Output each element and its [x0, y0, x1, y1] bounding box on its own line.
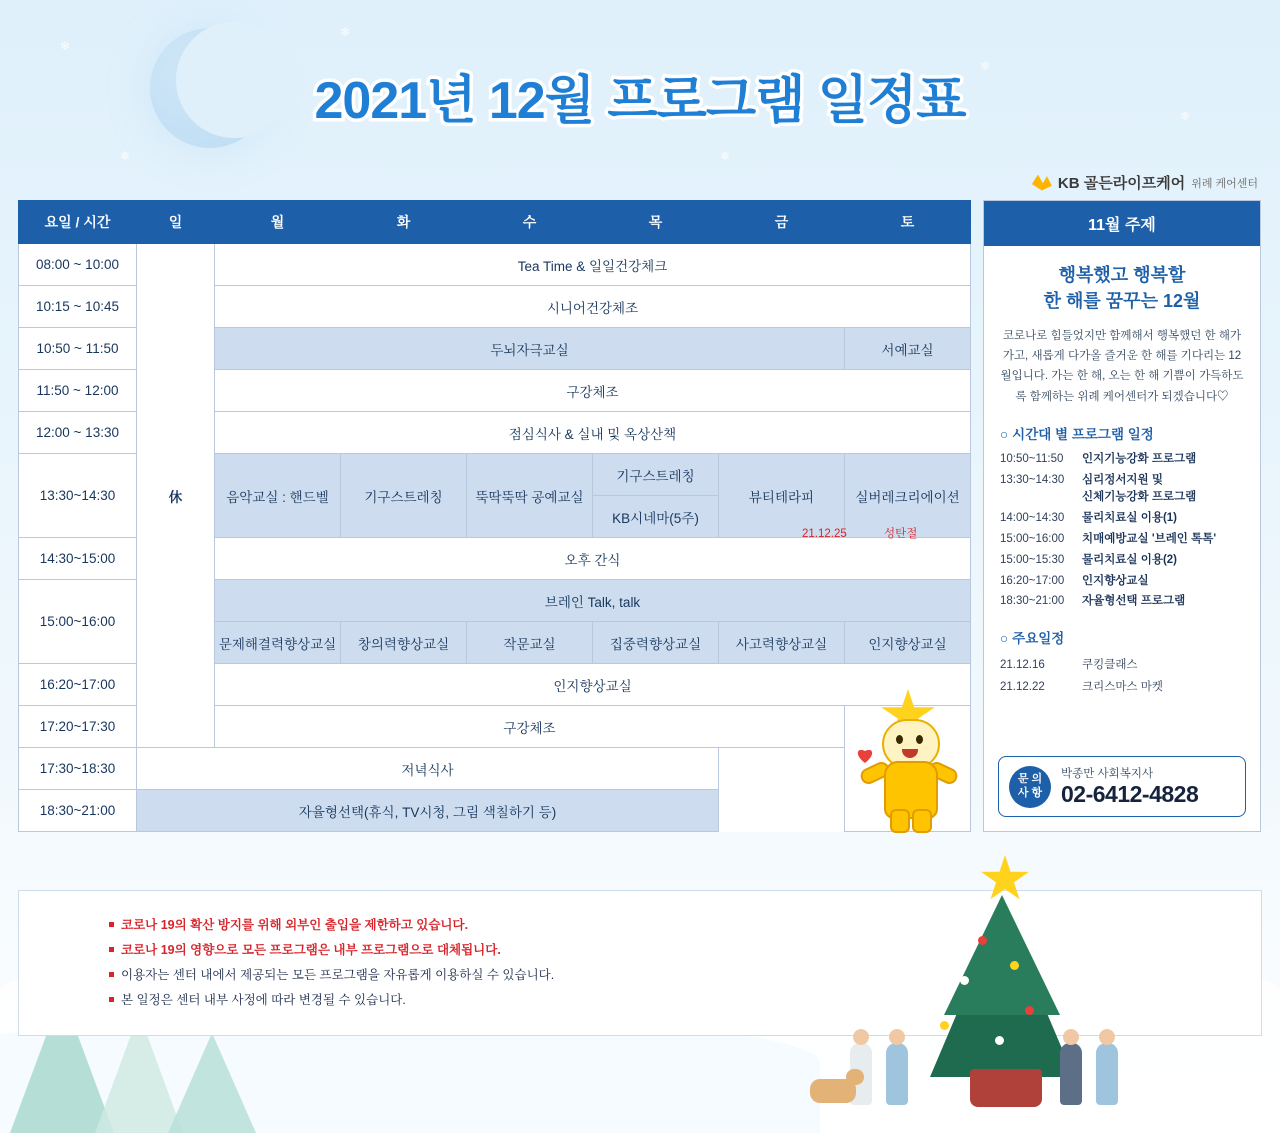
- list-item: [1000, 451, 1244, 469]
- events-heading: ○ 주요일정: [1000, 631, 1065, 647]
- theme-description: 코로나로 힘들었지만 함께해서 행복했던 한 해가 가고, 새롭게 다가올 즐거운 한 해를 기다리는 12월입니다. 가는 한 해, 오는 한 해 기쁨이 가득하도록 함께하는 위례 케어센터가 되겠습니다♡: [1000, 330, 1244, 403]
- program-time: 10:50~11:50: [1000, 452, 1064, 465]
- program-cell: 구강체조: [215, 370, 971, 412]
- brand-subtitle: 위례 케어센터: [1191, 177, 1258, 190]
- snowflake-icon: ❄: [1070, 958, 1084, 975]
- column-header-monday: 월: [215, 201, 341, 244]
- list-item: [1000, 472, 1244, 508]
- ornament-icon: [995, 1036, 1004, 1045]
- circle-bullet-icon: ○: [1000, 631, 1009, 647]
- program-name-line1: 심리정서지원 및: [1082, 473, 1163, 486]
- row-time-label: 16:20~17:00: [19, 664, 137, 706]
- program-cell-tuesday: 기구스트레칭: [341, 454, 467, 538]
- tree-pot-icon: [970, 1069, 1042, 1107]
- event-date: 21.12.22: [1000, 681, 1045, 694]
- dog-icon: [810, 1079, 856, 1103]
- program-name: 치매예방교실 '브레인 톡톡': [1082, 532, 1217, 545]
- contact-person: 박종만 사회복지사: [1061, 768, 1154, 780]
- row-time-label: 17:20~17:30: [19, 706, 137, 748]
- program-cell-thursday-bottom: KB시네마(5주): [593, 496, 719, 538]
- event-date: 21.12.16: [1000, 659, 1045, 672]
- row-time-label: 11:50 ~ 12:00: [19, 370, 137, 412]
- main-layout: [18, 200, 1262, 832]
- snowflake-icon: ❄: [1180, 109, 1191, 123]
- person-icon: [1096, 1043, 1118, 1105]
- ornament-icon: [960, 976, 969, 985]
- event-name: 쿠킹클래스: [1082, 659, 1138, 672]
- column-header-saturday: 토: [845, 201, 971, 244]
- program-time: 13:30~14:30: [1000, 473, 1065, 486]
- row-time-label: 08:00 ~ 10:00: [19, 244, 137, 286]
- row-time-label: 18:30~21:00: [19, 790, 137, 832]
- program-name: [1082, 472, 1244, 508]
- program-name: 인지향상교실: [1082, 574, 1149, 587]
- program-cell: 두뇌자극교실: [215, 328, 845, 370]
- contact-badge-line2: 사 항: [1017, 786, 1043, 799]
- program-cell-saturday: 실버레크리에이션: [845, 454, 971, 538]
- sunday-closed-cell: 休: [137, 244, 215, 748]
- program-cell: 서예교실: [845, 328, 971, 370]
- program-cell: 시니어건강체조: [215, 286, 971, 328]
- program-cell-friday: 뷰티테라피: [719, 454, 845, 538]
- table-row: [19, 244, 971, 286]
- event-name: 크리스마스 마켓: [1082, 681, 1163, 694]
- kb-star-icon: [1032, 175, 1052, 191]
- program-name-line2: 신체기능강화 프로그램: [1082, 491, 1197, 504]
- column-header-sunday: 일: [137, 201, 215, 244]
- program-cell: 구강체조: [215, 706, 845, 748]
- person-icon: [1060, 1043, 1082, 1105]
- program-cell: 점심식사 & 실내 및 옥상산책: [215, 412, 971, 454]
- program-cell-tuesday: 창의력향상교실: [341, 622, 467, 664]
- program-cell-thursday: 집중력향상교실: [593, 622, 719, 664]
- row-time-label: 12:00 ~ 13:30: [19, 412, 137, 454]
- row-time-label: 14:30~15:00: [19, 538, 137, 580]
- ornament-icon: [1010, 961, 1019, 970]
- page-title: 2021년 12월 프로그램 일정표: [314, 72, 966, 130]
- ornament-icon: [1025, 1006, 1034, 1015]
- row-time-label: 13:30~14:30: [19, 454, 137, 538]
- note-item: 코로나 19의 영향으로 모든 프로그램은 내부 프로그램으로 대체됩니다.: [109, 938, 1261, 963]
- program-cell-monday: 음악교실 : 핸드벨: [215, 454, 341, 538]
- program-name: 물리치료실 이용(1): [1082, 512, 1178, 525]
- christmas-illustration: [820, 825, 1150, 1125]
- christmas-tree-top-icon: [944, 895, 1060, 1015]
- contact-badge-line1: 문 의: [1017, 772, 1043, 785]
- snowflake-icon: ❄: [120, 149, 131, 163]
- program-time: 15:00~15:30: [1000, 553, 1065, 566]
- note-item: 본 일정은 센터 내부 사정에 따라 변경될 수 있습니다.: [109, 988, 1261, 1013]
- program-cell-wednesday: 작문교실: [467, 622, 593, 664]
- program-cell-friday: 사고력향상교실: [719, 622, 845, 664]
- theme-title-line2: 한 해를 꿈꾸는 12월: [1043, 291, 1201, 312]
- row-time-label: 15:00~16:00: [19, 580, 137, 664]
- program-cell-saturday: 인지향상교실: [845, 622, 971, 664]
- row-time-label: 17:30~18:30: [19, 748, 137, 790]
- program-cell: 브레인 Talk, talk: [215, 580, 971, 622]
- program-cell-thursday-top: 기구스트레칭: [593, 454, 719, 496]
- program-time: 15:00~16:00: [1000, 532, 1065, 545]
- snowflake-icon: ❄: [720, 149, 731, 163]
- brand-name: KB 골든라이프케어: [1057, 175, 1186, 192]
- ornament-icon: [978, 936, 987, 945]
- brand-logo: [1032, 172, 1258, 193]
- program-cell: 자율형선택(휴식, TV시청, 그림 색칠하기 등): [137, 790, 719, 832]
- program-time: 16:20~17:00: [1000, 574, 1065, 587]
- program-name: 물리치료실 이용(2): [1082, 553, 1178, 566]
- program-name: 인지기능강화 프로그램: [1082, 452, 1197, 465]
- list-item: [802, 524, 1132, 824]
- ornament-icon: [940, 1021, 949, 1030]
- column-header-wednesday: 수: [467, 201, 593, 244]
- program-name: 자율형선택 프로그램: [1082, 595, 1186, 608]
- event-date: 21.12.25: [802, 528, 847, 540]
- table-header-row: [19, 201, 971, 244]
- program-cell: 오후 간식: [215, 538, 971, 580]
- program-time: 18:30~21:00: [1000, 595, 1065, 608]
- snowflake-icon: ❄: [60, 39, 71, 53]
- note-item: 이용자는 센터 내에서 제공되는 모든 프로그램을 자유롭게 이용하실 수 있습니다.: [109, 963, 1261, 988]
- note-item: 코로나 19의 확산 방지를 위해 외부인 출입을 제한하고 있습니다.: [109, 913, 1261, 938]
- program-cell: 저녁식사: [137, 748, 719, 790]
- theme-title-line1: 행복했고 행복할: [1058, 265, 1186, 285]
- program-cell-monday: 문제해결력향상교실: [215, 622, 341, 664]
- row-time-label: 10:50 ~ 11:50: [19, 328, 137, 370]
- column-header-time: 요일 / 시간: [19, 201, 137, 244]
- column-header-friday: 금: [719, 201, 845, 244]
- person-icon: [886, 1043, 908, 1105]
- program-cell-wednesday: 뚝딱뚝딱 공예교실: [467, 454, 593, 538]
- snowflake-icon: ❄: [980, 59, 991, 73]
- program-time: 14:00~14:30: [1000, 512, 1065, 525]
- pine-tree-decoration: [168, 1033, 256, 1133]
- program-cell: Tea Time & 일일건강체크: [215, 244, 971, 286]
- column-header-tuesday: 화: [341, 201, 467, 244]
- program-cell: 인지향상교실: [215, 664, 971, 706]
- row-time-label: 10:15 ~ 10:45: [19, 286, 137, 328]
- circle-bullet-icon: ○: [1000, 426, 1009, 442]
- snowflake-icon: ❄: [340, 25, 351, 39]
- theme-title: [1000, 262, 1244, 314]
- event-name: 성탄절: [884, 528, 918, 540]
- column-header-thursday: 목: [593, 201, 719, 244]
- panel-header: 11월 주제: [984, 201, 1260, 246]
- contact-phone[interactable]: 02-6412-4828: [1061, 781, 1199, 807]
- time-programs-heading: ○ 시간대 별 프로그램 일정: [1000, 426, 1154, 442]
- snowflake-icon: ❄: [890, 988, 904, 1005]
